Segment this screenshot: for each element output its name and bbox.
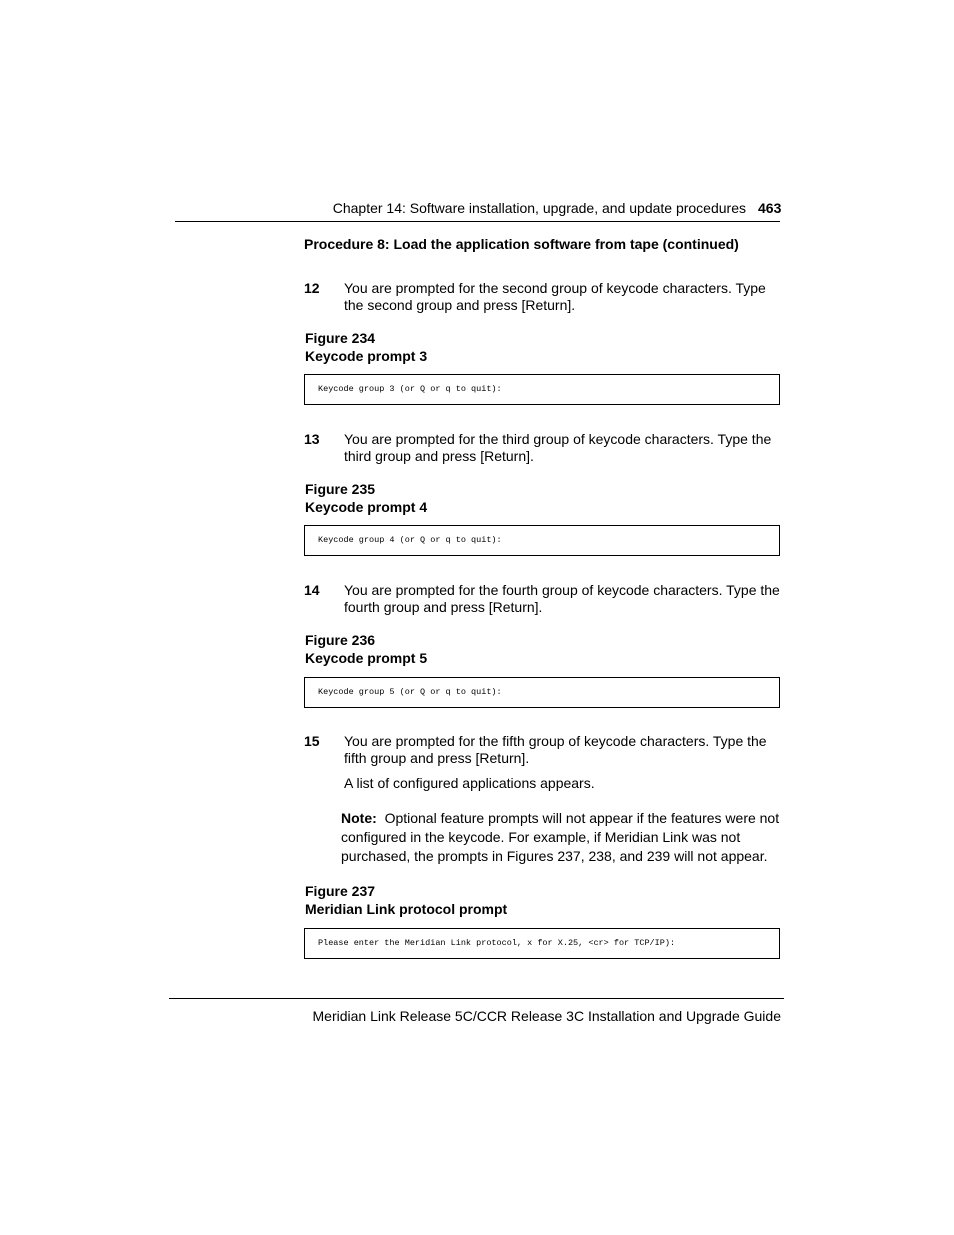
figure-caption: Keycode prompt 5 xyxy=(305,650,428,666)
note-label: Note: xyxy=(341,810,377,826)
step-number: 12 xyxy=(304,280,320,296)
code-text: Keycode group 5 (or Q or q to quit): xyxy=(318,687,502,697)
figure-number: Figure 234 xyxy=(305,330,376,346)
procedure-title: Procedure 8: Load the application software from tape (continued) xyxy=(304,236,739,252)
figure-caption: Keycode prompt 3 xyxy=(305,348,428,364)
figure-caption: Keycode prompt 4 xyxy=(305,499,428,515)
page-number: 463 xyxy=(758,200,782,216)
step-text: You are prompted for the fifth group of keycode characters. Type the fifth group and press [Return]. xyxy=(344,733,767,766)
figure-number: Figure 236 xyxy=(305,632,376,648)
code-box xyxy=(304,677,780,708)
step-text: You are prompted for the third group of keycode characters. Type the third group and press [Return]. xyxy=(344,431,772,464)
footer-rule xyxy=(169,998,784,999)
note-text: Optional feature prompts will not appear if the features were not configured in the keycode. For example, if Meridian Link was not purchased, the prompts in Figures 237, 238, and 239 will not appear. xyxy=(341,810,780,864)
footer-title: Meridian Link Release 5C/CCR Release 3C Installation and Upgrade Guide xyxy=(312,1008,781,1024)
figure-number: Figure 235 xyxy=(305,481,376,497)
code-text: Please enter the Meridian Link protocol, x for X.25, <cr> for TCP/IP): xyxy=(318,938,676,948)
step-number: 15 xyxy=(304,733,320,749)
figure-caption: Meridian Link protocol prompt xyxy=(305,901,508,917)
step-text: You are prompted for the fourth group of keycode characters. Type the fourth group and press [Return]. xyxy=(344,582,780,615)
step-followup: A list of configured applications appears. xyxy=(344,775,595,791)
step-text: You are prompted for the second group of keycode characters. Type the second group and press [Return]. xyxy=(344,280,766,313)
figure-number: Figure 237 xyxy=(305,883,376,899)
header-rule xyxy=(175,221,780,222)
code-box xyxy=(304,525,780,556)
code-text: Keycode group 3 (or Q or q to quit): xyxy=(318,384,502,394)
running-header: Chapter 14: Software installation, upgrade, and update procedures xyxy=(332,200,746,216)
step-number: 13 xyxy=(304,431,320,447)
code-text: Keycode group 4 (or Q or q to quit): xyxy=(318,535,502,545)
code-box xyxy=(304,928,780,959)
note xyxy=(341,809,783,866)
step-number: 14 xyxy=(304,582,320,598)
code-box xyxy=(304,374,780,405)
